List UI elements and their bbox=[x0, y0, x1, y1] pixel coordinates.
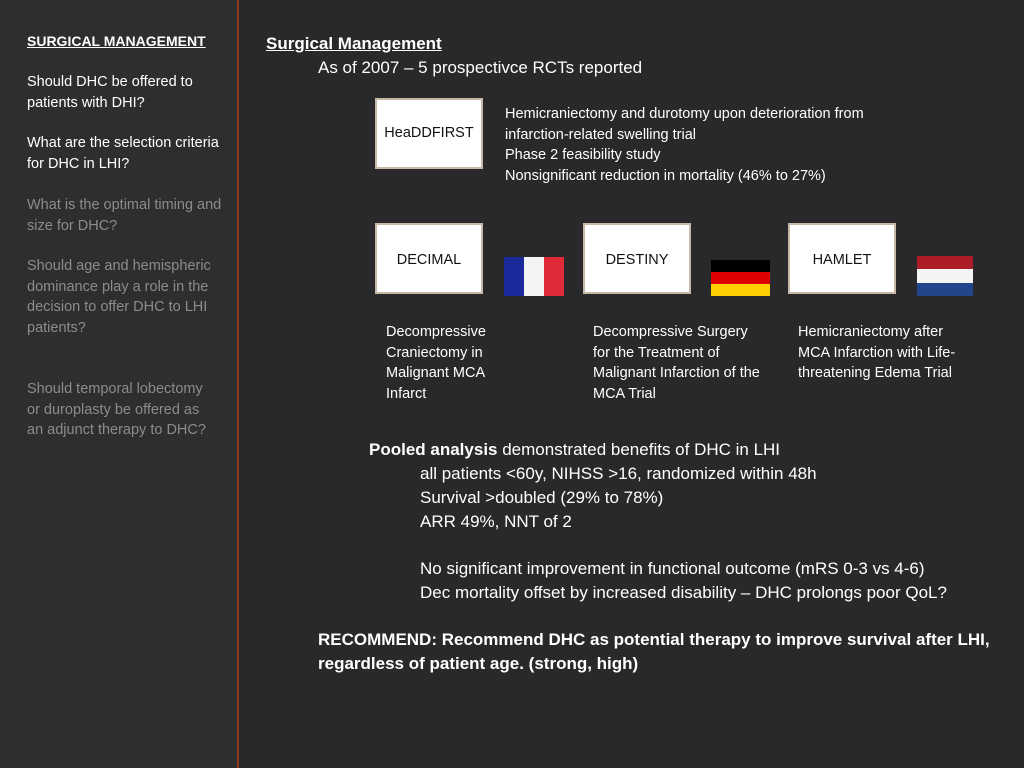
desc-line: Phase 2 feasibility study bbox=[505, 147, 661, 163]
sidebar-title: SURGICAL MANAGEMENT bbox=[27, 33, 206, 49]
sidebar-question: Should DHC be offered to patients with DHI? bbox=[27, 74, 193, 111]
trial-description: Decompressive Surgery for the Treatment of Malignant Infarction of the MCA Trial bbox=[593, 324, 760, 402]
pooled-rest: demonstrated benefits of DHC in LHI bbox=[497, 440, 781, 459]
trial-label: DESTINY bbox=[605, 252, 669, 268]
trial-box-decimal bbox=[375, 223, 483, 294]
sidebar-question: What are the selection criteria for DHC in LHI? bbox=[27, 135, 219, 172]
trial-label: HeaDDFIRST bbox=[384, 125, 474, 141]
trial-box-destiny bbox=[583, 223, 691, 294]
pooled-analysis-heading bbox=[369, 438, 780, 462]
trial-description: Decompressive Craniectomy in Malignant MCA Infarct bbox=[386, 324, 486, 402]
france-flag-icon bbox=[504, 257, 564, 296]
slide-title: Surgical Management bbox=[266, 34, 442, 53]
outcome-details bbox=[420, 557, 947, 605]
trial-label: DECIMAL bbox=[396, 252, 462, 268]
slide-subtitle: As of 2007 – 5 prospectivce RCTs reported bbox=[318, 58, 643, 77]
sidebar-question: Should temporal lobectomy or duroplasty be offered as an adjunct therapy to DHC? bbox=[27, 381, 206, 438]
headdfirst-description bbox=[505, 104, 864, 186]
pooled-line: all patients <60y, NIHSS >16, randomized within 48h bbox=[420, 464, 817, 483]
pooled-line: ARR 49%, NNT of 2 bbox=[420, 512, 572, 531]
desc-line: Nonsignificant reduction in mortality (46% to 27%) bbox=[505, 167, 826, 184]
pooled-details bbox=[420, 462, 817, 534]
trial-box-hamlet bbox=[788, 223, 896, 294]
desc-line: Hemicraniectomy and durotomy upon deterioration from bbox=[505, 106, 864, 122]
divider-line bbox=[237, 0, 239, 768]
pooled-lead: Pooled analysis bbox=[369, 440, 498, 459]
recommendation: RECOMMEND: Recommend DHC as potential therapy to improve survival after LHI, regardless of patient age. (strong, high) bbox=[318, 630, 990, 673]
trial-label: HAMLET bbox=[812, 252, 872, 268]
germany-flag-icon bbox=[711, 260, 770, 296]
desc-line: infarction-related swelling trial bbox=[505, 126, 696, 143]
trial-description: Hemicraniectomy after MCA Infarction with Life-threatening Edema Trial bbox=[798, 324, 956, 381]
outcome-line: Dec mortality offset by increased disability – DHC prolongs poor QoL? bbox=[420, 583, 947, 602]
pooled-line: Survival >doubled (29% to 78%) bbox=[420, 488, 664, 507]
sidebar-question: Should age and hemispheric dominance play a role in the decision to offer DHC to LHI patients? bbox=[27, 258, 211, 336]
outcome-line: No significant improvement in functional outcome (mRS 0-3 vs 4-6) bbox=[420, 559, 925, 578]
sidebar-question: What is the optimal timing and size for DHC? bbox=[27, 197, 222, 234]
trial-box-headdfirst bbox=[375, 98, 483, 169]
netherlands-flag-icon bbox=[917, 256, 973, 296]
